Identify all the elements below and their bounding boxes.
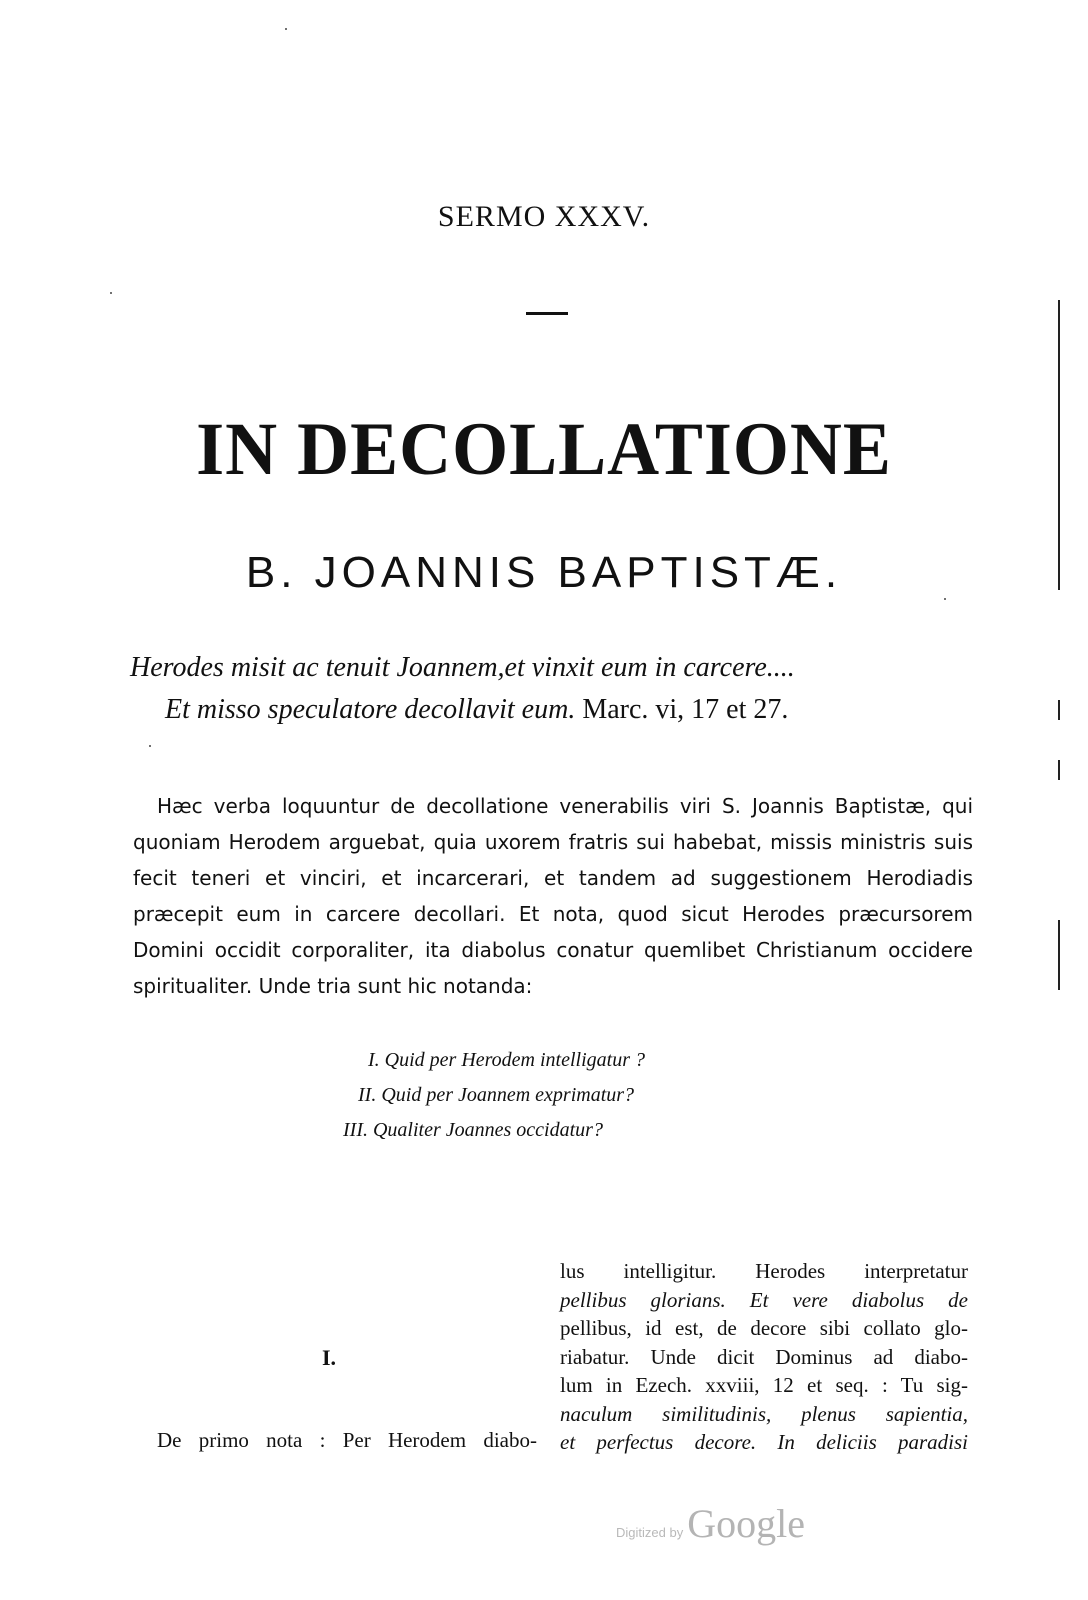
left-column-text: De primo nota : Per Herodem diabo- [157, 1428, 537, 1452]
right-column-text [560, 1257, 968, 1457]
speck [149, 745, 151, 747]
page-edge-mark [1058, 700, 1060, 720]
speck [285, 28, 287, 30]
text-line: et perfectus decore. In deliciis paradisi [560, 1430, 968, 1454]
digitized-watermark [616, 1500, 846, 1547]
page-edge-mark [1058, 760, 1060, 780]
text-line: riabatur. Unde dicit Dominus ad diabo- [560, 1344, 968, 1369]
point-item: III. Qualiter Joannes occidatur? [343, 1119, 603, 1141]
text-line: pellibus glorians. Et vere diabolus de [560, 1287, 968, 1312]
epigraph-reference: Marc. vi, 17 et 27. [575, 694, 789, 725]
sermon-number: SERMO XXXV. [437, 200, 651, 233]
section-number: I. [322, 1345, 337, 1370]
text-line: naculum similitudinis, plenus sapientia, [560, 1401, 968, 1426]
point-item: II. Quid per Joannem exprimatur? [358, 1084, 635, 1106]
title-divider [526, 312, 568, 315]
epigraph-quote: Et misso speculatore decollavit eum. [165, 694, 576, 725]
watermark-prefix: Digitized by [616, 1525, 684, 1540]
page-subtitle: B. JOANNIS BAPTISTÆ. [245, 548, 843, 597]
page-edge-mark [1058, 920, 1060, 990]
point-item: I. Quid per Herodem intelligatur ? [368, 1049, 646, 1071]
text-line: lum in Ezech. xxviii, 12 et seq. : Tu sig- [560, 1373, 968, 1397]
epigraph-line-2 [165, 690, 935, 730]
text-line: pellibus, id est, de decore sibi collato glo- [560, 1316, 968, 1340]
speck [110, 292, 112, 294]
speck [944, 598, 946, 600]
google-logo: Google [687, 1501, 805, 1546]
text-line: lus intelligitur. Herodes interpretatur [560, 1259, 968, 1283]
intro-paragraph-text: Hæc verba loquuntur de decollatione venerabilis viri S. Joannis Baptistæ, qui quoniam Herodem arguebat, quia uxorem fratris sui habebat, missis ministris suis fecit teneri et vinciri, et incarcerari, et tandem ad suggestionem Herodiadis præcepit eum in carcere decollari. Et nota, quod sicut Herodes præcursorem Domini occidit corporaliter, ita diabolus conatur quemlibet Christianum occidere spiritualiter. Unde tria sunt hic notanda: [133, 794, 973, 998]
intro-paragraph [133, 788, 973, 1004]
epigraph-line-1: Herodes misit ac tenuit Joannem,et vinxit eum in carcere.... [130, 652, 795, 683]
page-title: IN DECOLLATIONE [196, 406, 892, 491]
